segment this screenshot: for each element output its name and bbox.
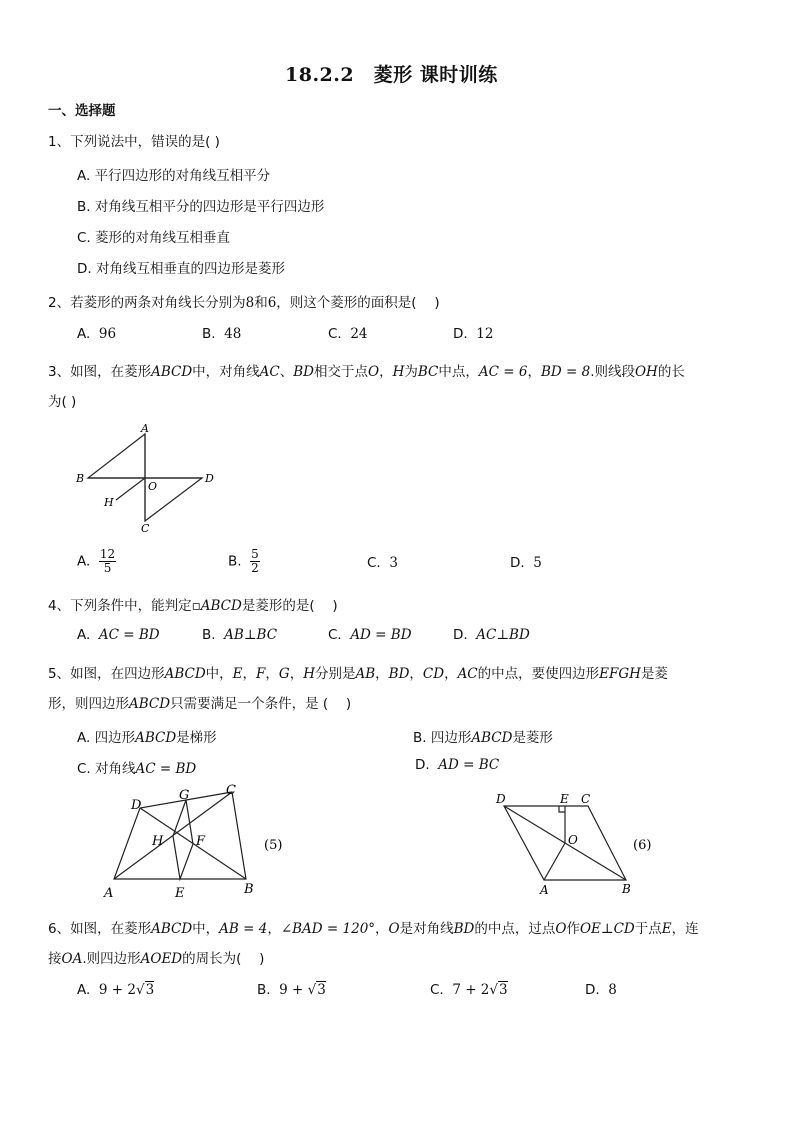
svg-text:H: H	[152, 834, 164, 849]
q3-option-d[interactable]: D. 5	[510, 555, 542, 571]
svg-text:D: D	[205, 472, 214, 485]
svg-text:(6): (6)	[633, 838, 652, 853]
q5-option-d[interactable]: D. AD = BC	[415, 757, 500, 773]
q4-option-b[interactable]: B. AB⊥BC	[202, 627, 278, 643]
q4-option-d[interactable]: D. AC⊥BD	[453, 627, 530, 643]
q6-option-c[interactable]: C. 7 + 2√3	[430, 982, 508, 998]
svg-text:(5): (5)	[264, 838, 283, 853]
q4-option-c[interactable]: C. AD = BD	[328, 627, 412, 643]
q2-option-a[interactable]: A. 96	[77, 326, 117, 342]
q3-option-c[interactable]: C. 3	[367, 555, 398, 571]
svg-text:C: C	[226, 783, 236, 798]
q2-option-d[interactable]: D. 12	[453, 326, 494, 342]
q3-stem-line2: 为( )	[48, 394, 77, 410]
q5-figure-quadrilateral	[100, 782, 295, 904]
svg-text:D: D	[131, 798, 142, 813]
q3-figure-rhombus	[72, 420, 222, 535]
svg-text:A: A	[540, 883, 549, 897]
svg-text:B: B	[622, 882, 631, 896]
svg-text:C: C	[581, 792, 591, 806]
q3-option-b[interactable]: B. $\frac{5}{2}$	[228, 547, 259, 575]
svg-text:B: B	[244, 882, 254, 897]
q6-option-d[interactable]: D. 8	[585, 982, 617, 998]
q2-option-c[interactable]: C. 24	[328, 326, 368, 342]
q5-option-a[interactable]: A. 四边形ABCD是梯形	[77, 730, 217, 746]
q5-stem-line1: 5、如图，在四边形ABCD中，E，F，G，H分别是AB，BD，CD，AC的中点，要使四边形EFGH是菱	[48, 666, 668, 682]
q1-option-c[interactable]: C. 菱形的对角线互相垂直	[77, 230, 231, 246]
svg-text:G: G	[179, 788, 190, 803]
q1-option-b[interactable]: B. 对角线互相平分的四边形是平行四边形	[77, 199, 325, 215]
right-angle-mark	[559, 806, 565, 812]
svg-text:E: E	[175, 886, 185, 901]
section-heading: 一、选择题	[48, 103, 116, 119]
q4-stem: 4、下列条件中，能判定▫ABCD是菱形的是( )	[48, 598, 338, 614]
svg-text:H: H	[104, 496, 114, 509]
q4-option-a[interactable]: A. AC = BD	[77, 627, 160, 643]
q1-option-a[interactable]: A. 平行四边形的对角线互相平分	[77, 168, 271, 184]
q1-option-d[interactable]: D. 对角线互相垂直的四边形是菱形	[77, 261, 285, 277]
svg-text:C: C	[141, 522, 150, 535]
q5-option-c[interactable]: C. 对角线AC = BD	[77, 761, 197, 777]
segment-oh	[116, 478, 145, 500]
svg-text:B: B	[76, 472, 85, 485]
q6-figure-rhombus	[490, 790, 665, 900]
q2-stem: 2、若菱形的两条对角线长分别为8和6，则这个菱形的面积是( )	[48, 295, 440, 311]
q6-option-b[interactable]: B. 9 + √3	[257, 982, 326, 998]
svg-text:E: E	[560, 792, 569, 806]
q2-option-b[interactable]: B. 48	[202, 326, 242, 342]
svg-text:O: O	[568, 833, 578, 847]
page-title: 18.2.2 菱形 课时训练	[285, 64, 498, 86]
quadrilateral-efgh	[173, 800, 193, 879]
svg-text:A: A	[141, 422, 149, 435]
svg-text:A: A	[104, 886, 114, 901]
q3-stem-line1: 3、如图，在菱形ABCD中，对角线AC、BD相交于点O，H为BC中点，AC = 6，BD = 8.则线段OH的长	[48, 364, 685, 380]
svg-text:O: O	[148, 480, 158, 493]
q1-stem: 1、下列说法中，错误的是( )	[48, 134, 220, 150]
svg-text:D: D	[496, 792, 506, 806]
segment-oa	[544, 843, 565, 880]
q5-option-b[interactable]: B. 四边形ABCD是菱形	[413, 730, 553, 746]
svg-text:F: F	[196, 834, 206, 849]
q3-option-a[interactable]: A. $\frac{12}{5}$	[77, 547, 116, 575]
q6-stem-line1: 6、如图，在菱形ABCD中，AB = 4，∠BAD = 120°，O是对角线BD的中点，过点O作OE⊥CD于点E，连	[48, 921, 699, 937]
q6-option-a[interactable]: A. 9 + 2√3	[77, 982, 155, 998]
q6-stem-line2: 接OA.则四边形AOED的周长为( )	[48, 951, 265, 967]
q5-stem-line2: 形，则四边形ABCD只需要满足一个条件，是 ( )	[48, 696, 352, 712]
